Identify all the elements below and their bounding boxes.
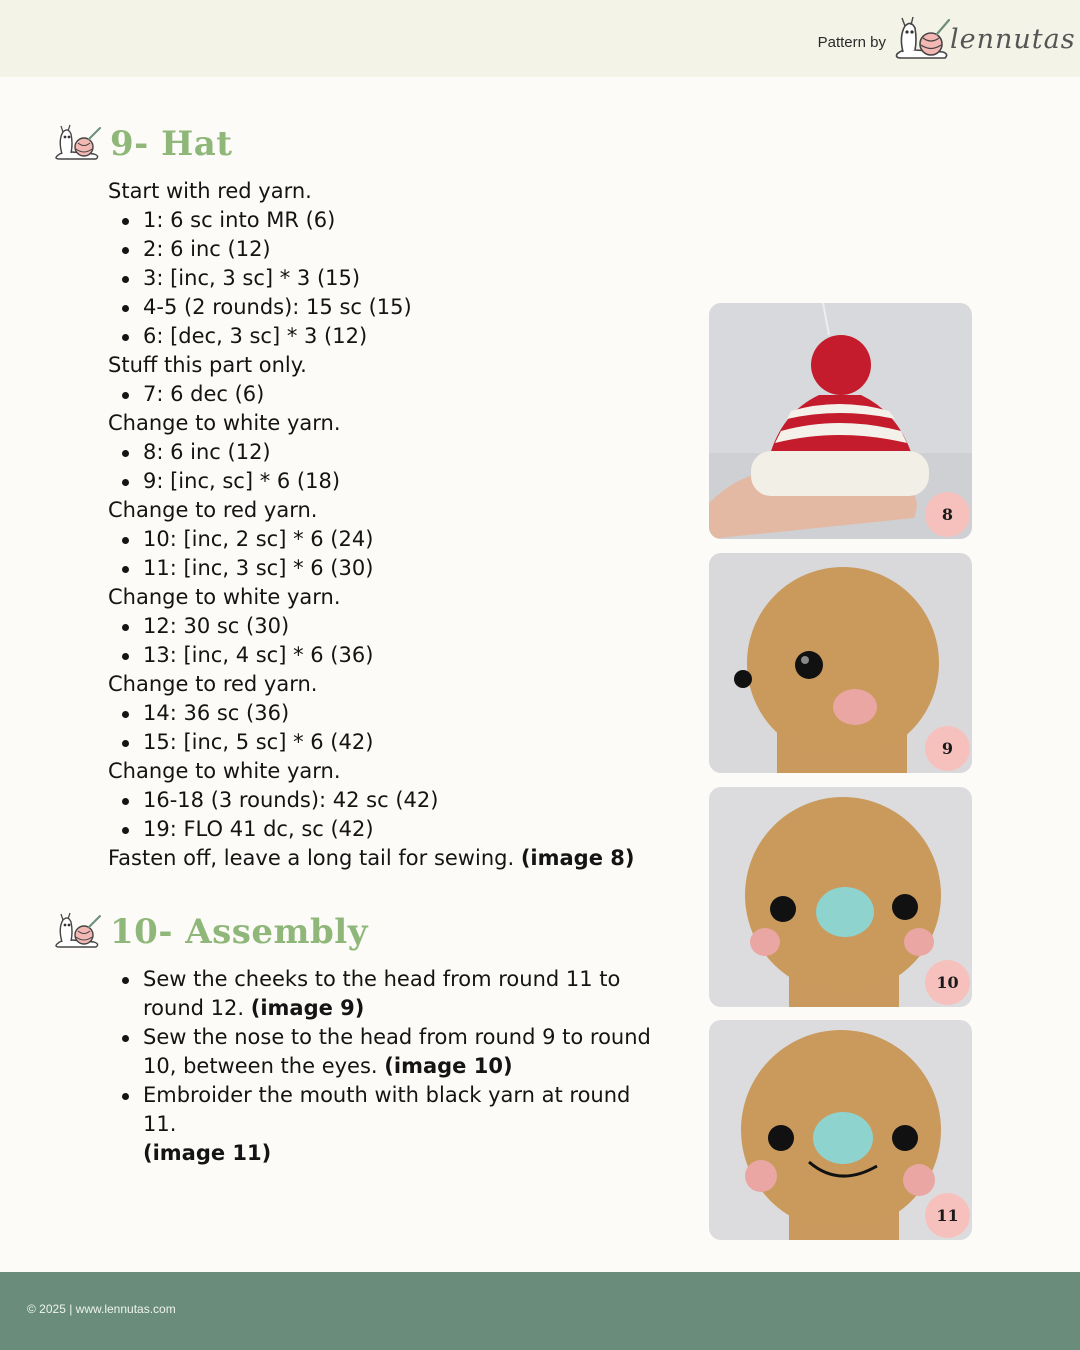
round-instruction: 15: [inc, 5 sc] * 6 (42) — [108, 728, 668, 757]
round-instruction: 4-5 (2 rounds): 15 sc (15) — [108, 293, 668, 322]
image-reference: (image 8) — [520, 846, 635, 870]
round-instruction: 3: [inc, 3 sc] * 3 (15) — [108, 264, 668, 293]
round-instruction: 2: 6 inc (12) — [108, 235, 668, 264]
page-header — [0, 0, 1080, 77]
list-item: Sew the cheeks to the head from round 11 to round 12. (image 9) — [108, 965, 668, 1023]
list-item: Sew the nose to the head from round 9 to round 10, between the eyes. (image 10) — [108, 1023, 668, 1081]
hat-section-title: 9- Hat — [110, 124, 233, 164]
assembly-section-heading — [54, 910, 368, 954]
image-reference: (image 9) — [250, 996, 365, 1020]
image-number-badge: 8 — [925, 492, 970, 537]
photo-cheeks — [709, 553, 972, 773]
brand-wordmark: lennutas — [950, 24, 1076, 55]
round-instruction: 12: 30 sc (30) — [108, 612, 668, 641]
image-number-badge: 10 — [925, 960, 970, 1005]
instruction-note: Change to red yarn. — [108, 498, 318, 522]
instruction-note: Fasten off, leave a long tail for sewing. (image 8) — [108, 846, 635, 870]
image-number-badge: 9 — [925, 726, 970, 771]
round-instruction: 11: [inc, 3 sc] * 6 (30) — [108, 554, 668, 583]
snail-icon — [54, 124, 104, 164]
round-instruction: 19: FLO 41 dc, sc (42) — [108, 815, 668, 844]
photo-mouth — [709, 1020, 972, 1240]
instruction-note: Change to red yarn. — [108, 672, 318, 696]
assembly-section-title: 10- Assembly — [110, 912, 368, 952]
image-reference: (image 10) — [384, 1054, 513, 1078]
instruction-note: Change to white yarn. — [108, 411, 341, 435]
instruction-note: Change to white yarn. — [108, 585, 341, 609]
image-reference: (image 11) — [143, 1141, 272, 1165]
instruction-note: Stuff this part only. — [108, 353, 307, 377]
round-instruction: 13: [inc, 4 sc] * 6 (36) — [108, 641, 668, 670]
image-number-badge: 11 — [925, 1193, 970, 1238]
pattern-by-label: Pattern by — [817, 34, 886, 51]
copyright-text: © 2025 | www.lennutas.com — [27, 1302, 176, 1316]
round-instruction: 16-18 (3 rounds): 42 sc (42) — [108, 786, 668, 815]
round-instruction: 14: 36 sc (36) — [108, 699, 668, 728]
round-instruction: 8: 6 inc (12) — [108, 438, 668, 467]
round-instruction: 9: [inc, sc] * 6 (18) — [108, 467, 668, 496]
round-instruction: 1: 6 sc into MR (6) — [108, 206, 668, 235]
list-item: Embroider the mouth with black yarn at round 11. (image 11) — [108, 1081, 668, 1168]
hat-instructions — [108, 177, 668, 873]
photo-hat — [709, 303, 972, 539]
page-footer — [0, 1272, 1080, 1350]
snail-icon — [54, 912, 104, 952]
round-instruction: 7: 6 dec (6) — [108, 380, 668, 409]
photo-nose — [709, 787, 972, 1007]
instruction-note: Start with red yarn. — [108, 179, 312, 203]
round-instruction: 10: [inc, 2 sc] * 6 (24) — [108, 525, 668, 554]
hat-section-heading — [54, 122, 232, 166]
assembly-instructions — [108, 965, 668, 1168]
instruction-note: Change to white yarn. — [108, 759, 341, 783]
round-instruction: 6: [dec, 3 sc] * 3 (12) — [108, 322, 668, 351]
